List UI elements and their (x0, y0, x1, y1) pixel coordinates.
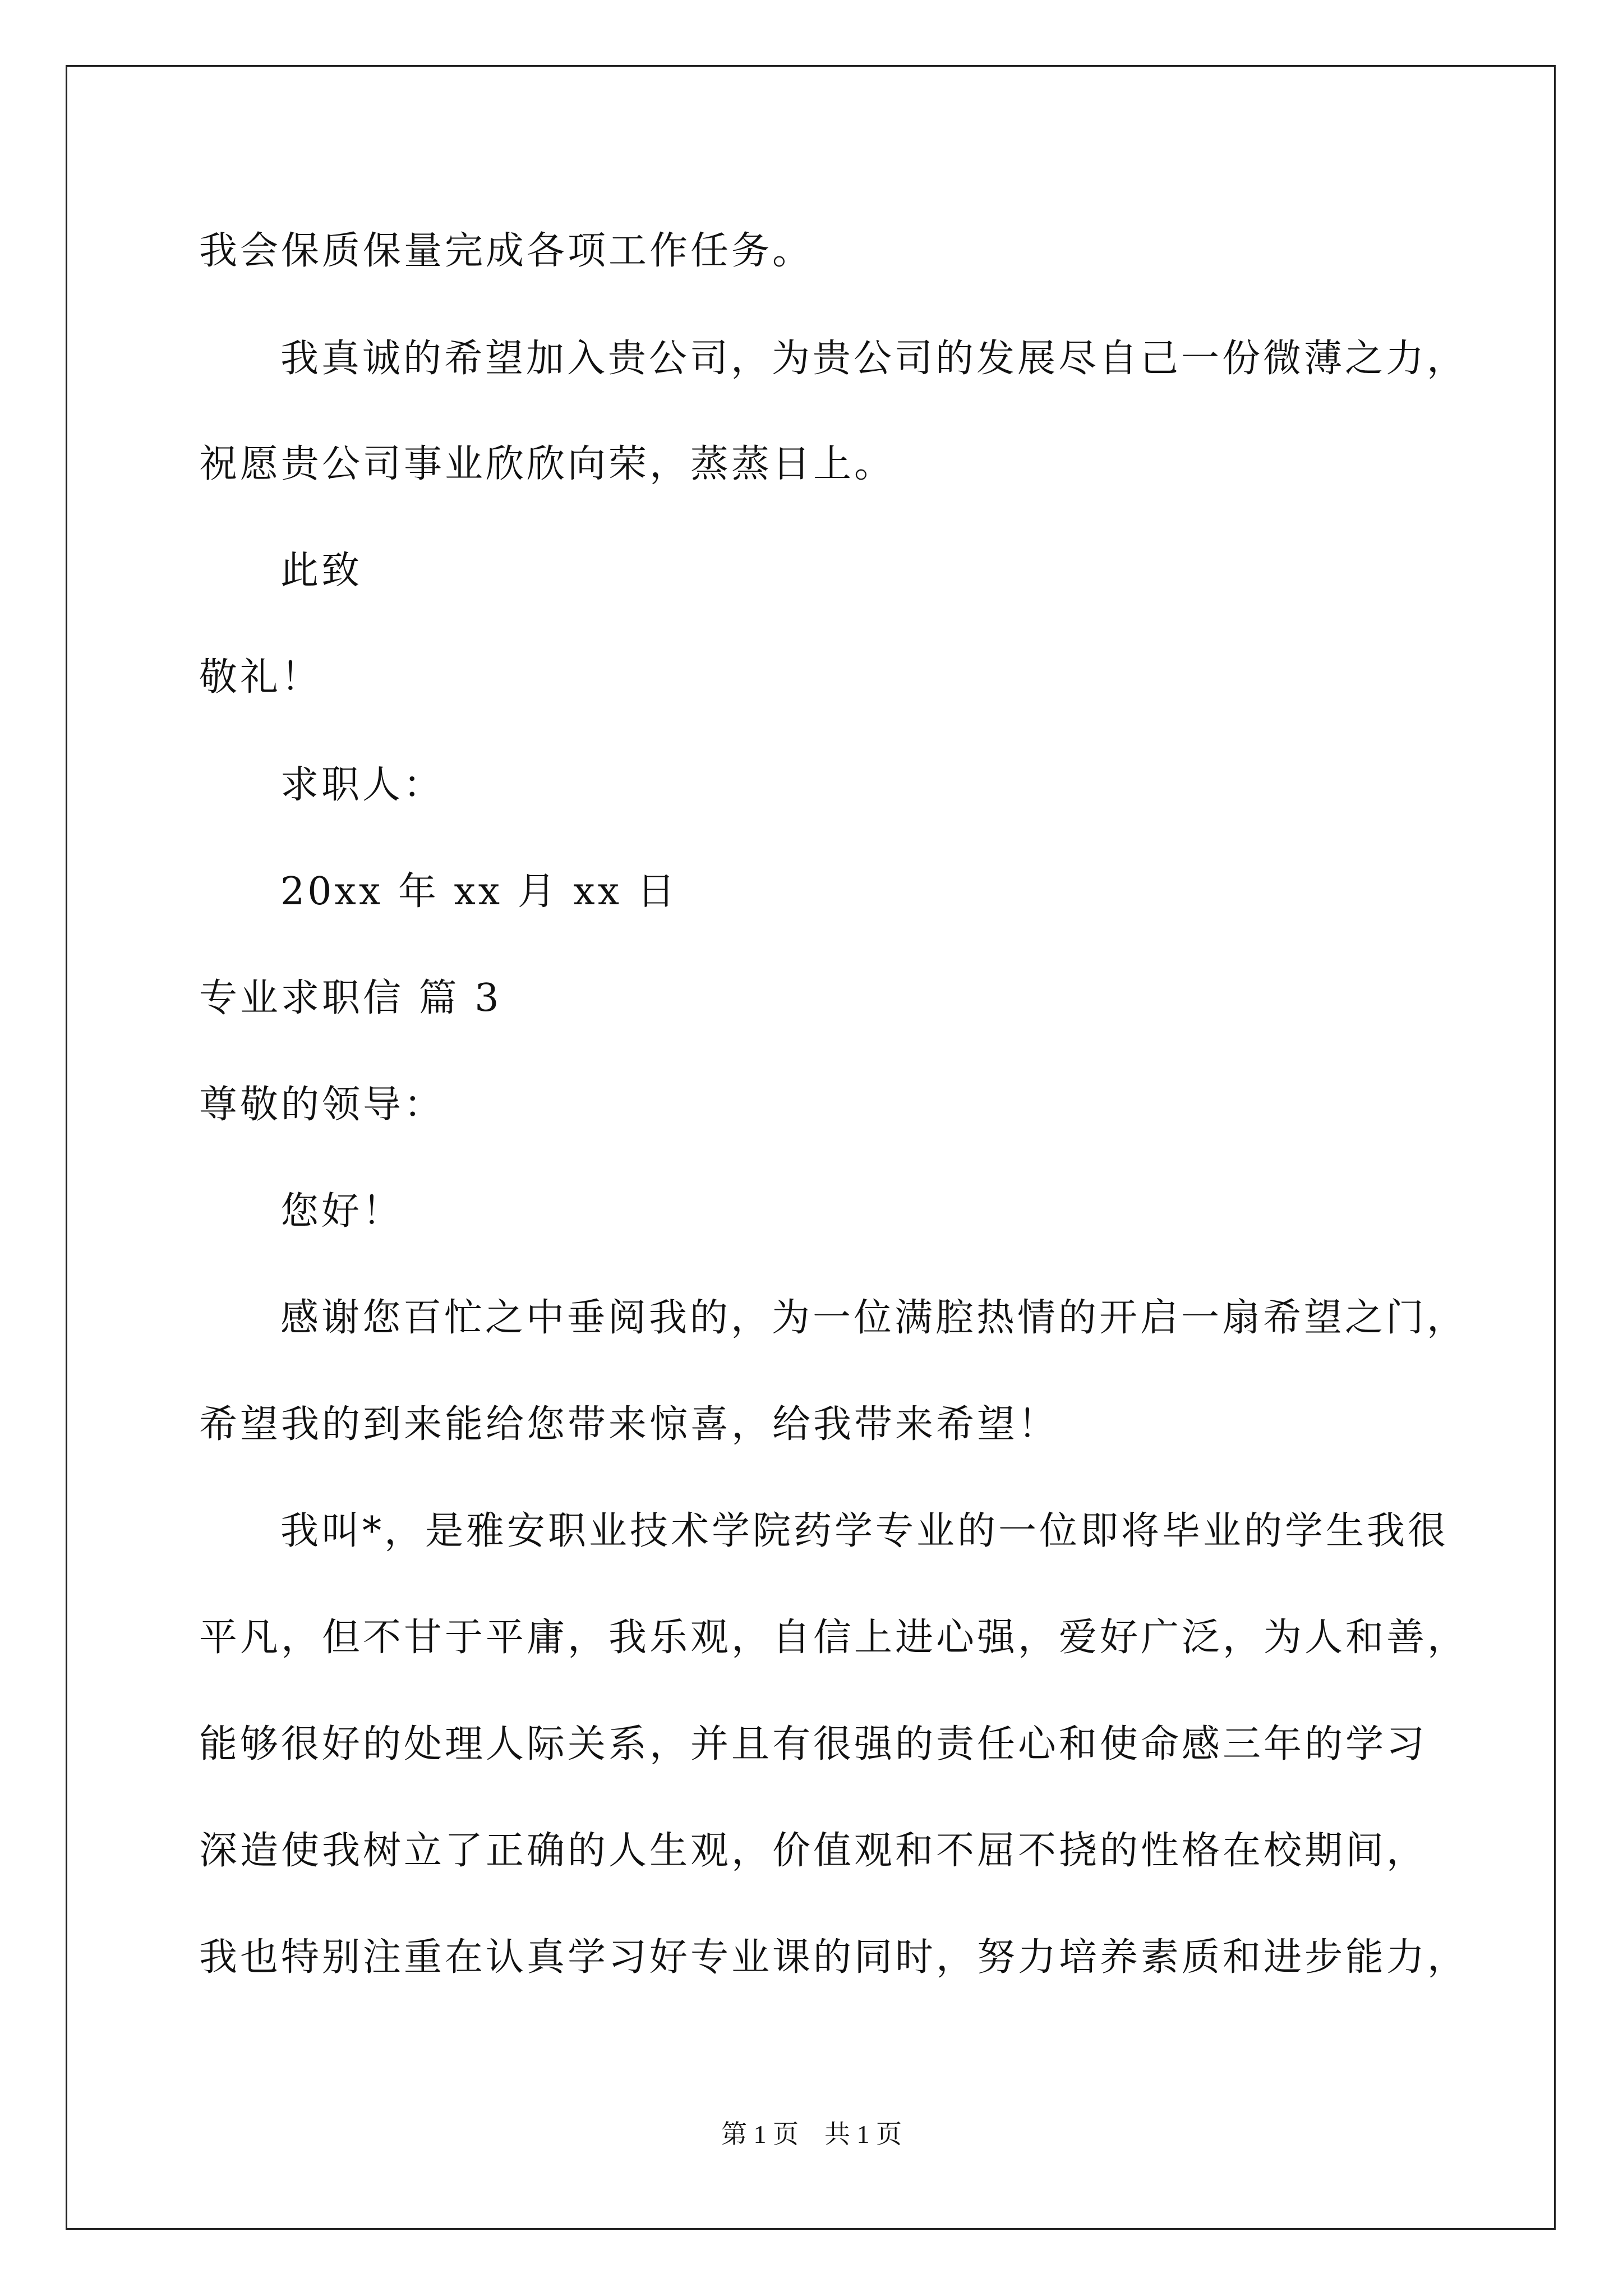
page-footer: 第 1 页 共 1 页 (721, 2120, 902, 2148)
date-line: 20xx 年 xx 月 xx 日 (280, 869, 678, 914)
page-border (66, 65, 1556, 2230)
body-line: 能够很好的处理人际关系，并且有很强的责任心和使命感三年的学习 (199, 1722, 1428, 1766)
body-line: 深造使我树立了正确的人生观，价值观和不屈不挠的性格在校期间， (199, 1829, 1428, 1873)
signature-line: 求职人： (280, 763, 445, 807)
section-title: 专业求职信 篇 3 (199, 976, 502, 1020)
greeting-line: 您好！ (280, 1189, 404, 1234)
body-line: 我会保质保量完成各项工作任务。 (199, 229, 814, 273)
body-line: 我叫*，是雅安职业技术学院药学专业的一位即将毕业的学生我很 (280, 1509, 1449, 1553)
body-line: 希望我的到来能给您带来惊喜，给我带来希望！ (199, 1402, 1059, 1447)
body-line: 祝愿贵公司事业欣欣向荣，蒸蒸日上。 (199, 442, 896, 486)
body-line: 感谢您百忙之中垂阅我的，为一位满腔热情的开启一扇希望之门， (280, 1296, 1468, 1340)
closing-salutation: 敬礼！ (199, 655, 322, 700)
body-line: 我也特别注重在认真学习好专业课的同时，努力培养素质和进步能力， (199, 1935, 1469, 1980)
greeting-line: 尊敬的领导： (199, 1083, 445, 1127)
closing-line: 此致 (280, 549, 363, 593)
body-line: 我真诚的希望加入贵公司，为贵公司的发展尽自己一份微薄之力， (280, 337, 1468, 381)
body-line: 平凡，但不甘于平庸，我乐观，自信上进心强，爱好广泛，为人和善， (199, 1616, 1469, 1660)
